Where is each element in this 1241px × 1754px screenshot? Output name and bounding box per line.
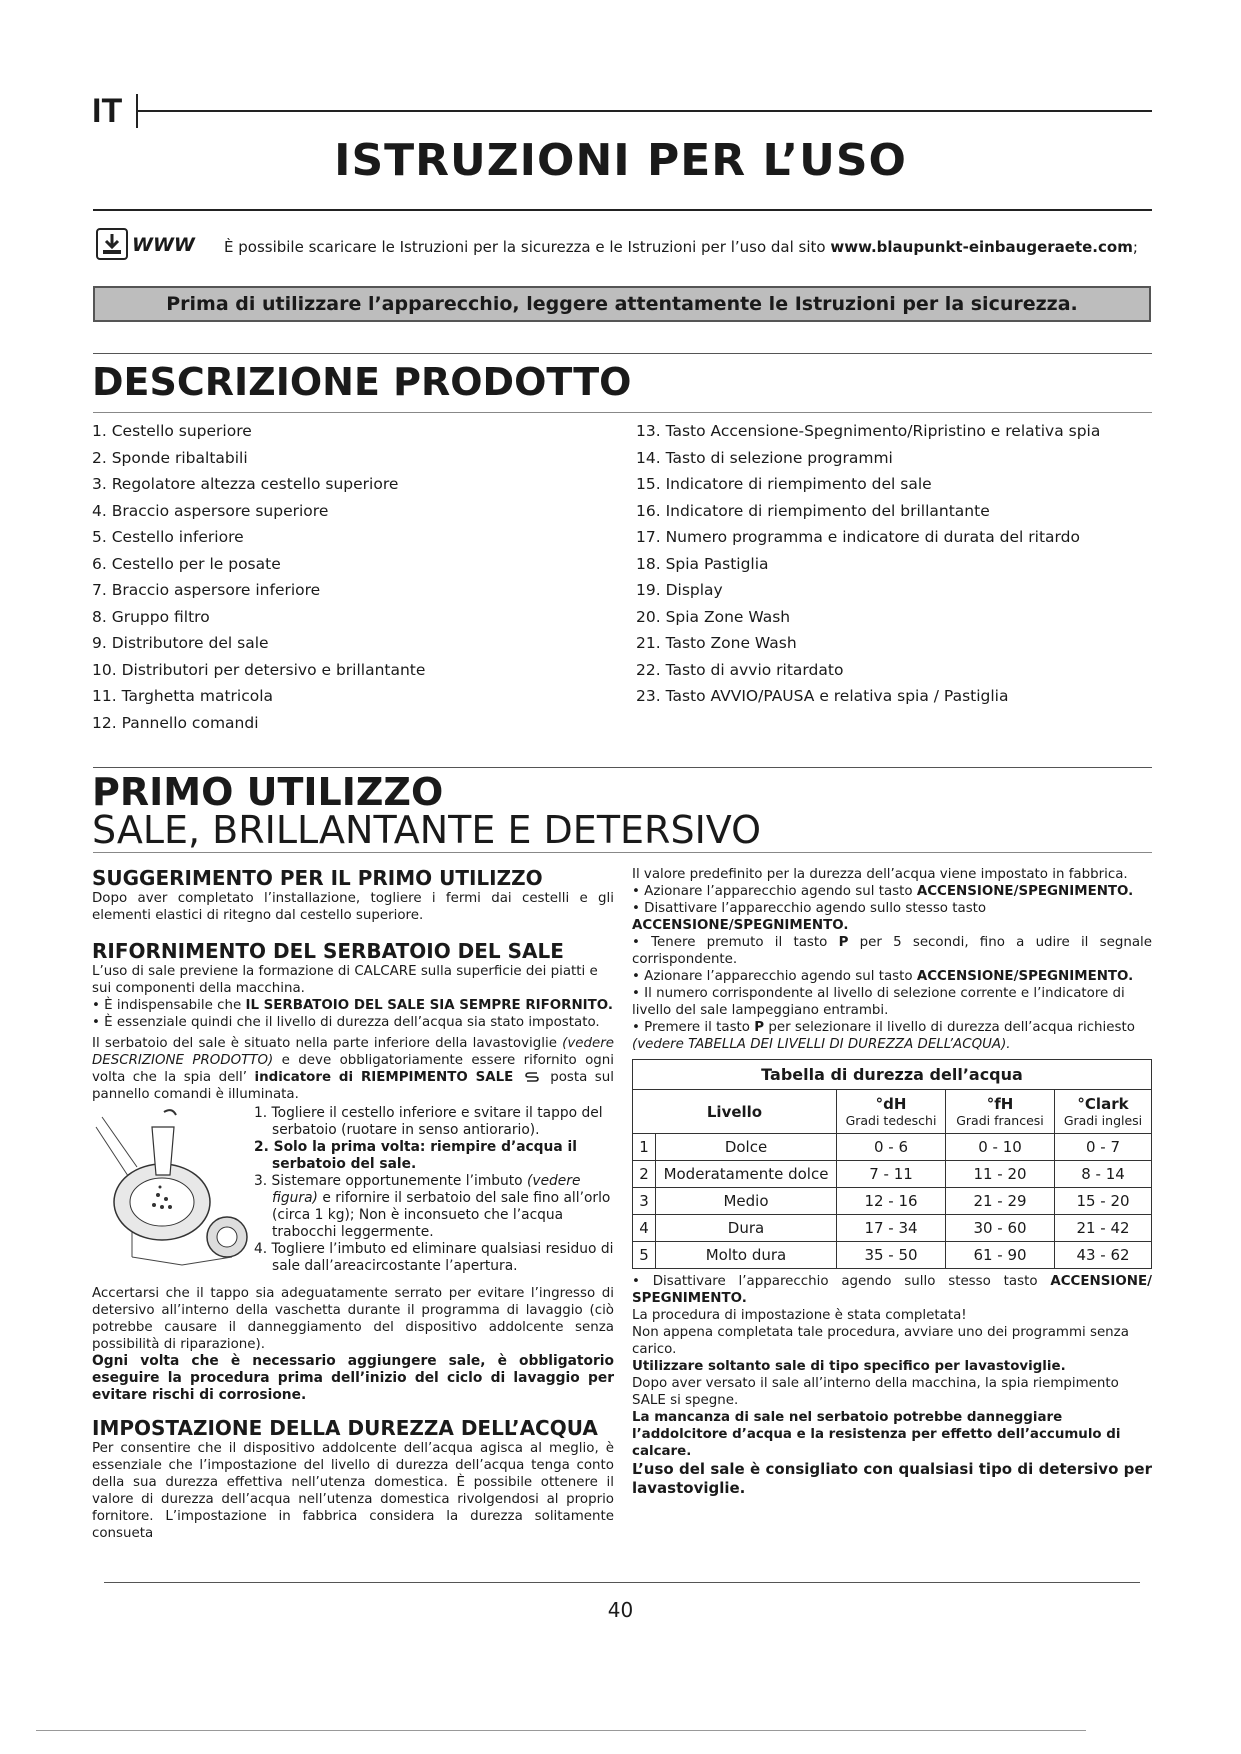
table-cell: 4 bbox=[633, 1215, 656, 1242]
page-number: 40 bbox=[607, 1598, 634, 1622]
table-cell: 11 - 20 bbox=[946, 1161, 1055, 1188]
table-row bbox=[633, 1161, 1152, 1188]
list-item: 5. Cestello inferiore bbox=[92, 528, 244, 546]
table-cell: 1 bbox=[633, 1134, 656, 1161]
tip-text: Dopo aver completato l’installazione, togliere i fermi dai cestelli e gli elementi elastici di ritegno dal cestello superiore. bbox=[92, 891, 614, 923]
first-use-subheading: SALE, BRILLANTANTE E DETERSIVO bbox=[92, 808, 762, 852]
table-cell: 43 - 62 bbox=[1055, 1242, 1152, 1269]
list-item: 4. Braccio aspersore superiore bbox=[92, 501, 329, 520]
funnel-illustration bbox=[92, 1107, 252, 1272]
salt-bullet-text: • È indispensabile che bbox=[92, 998, 246, 1013]
table-row bbox=[633, 1215, 1152, 1242]
list-item: 6. Cestello per le posate bbox=[92, 554, 281, 573]
procedure-text: • Azionare l’apparecchio agendo sul tasto bbox=[632, 884, 917, 899]
download-url[interactable]: www.blaupunkt-einbaugeraete.com bbox=[830, 238, 1133, 256]
table-cell: 0 - 6 bbox=[837, 1134, 946, 1161]
salt-location-text: e deve obbligatoriamente essere rifornito ogni volta che la spia dell’ bbox=[92, 1053, 615, 1085]
tip-title: SUGGERIMENTO PER IL PRIMO UTILIZZO bbox=[92, 866, 543, 890]
salt-type-note: Utilizzare soltanto sale di tipo specifico per lavastoviglie. bbox=[632, 1359, 1066, 1374]
table-header bbox=[837, 1090, 946, 1134]
salt-steps-block bbox=[92, 1105, 614, 1285]
step-item: 2. Solo la prima volta: riempire d’acqua il serbatoio del sale. bbox=[254, 1139, 577, 1172]
list-item: 11. Targhetta matricola bbox=[92, 687, 274, 705]
product-rule bbox=[93, 412, 1152, 413]
step-ref: (vedere figura) bbox=[272, 1173, 581, 1206]
list-item: 1. Cestello superiore bbox=[92, 422, 252, 440]
salt-indicator-label: indicatore di RIEMPIMENTO SALE bbox=[254, 1070, 514, 1085]
procedure-key: P bbox=[754, 1020, 765, 1035]
salt-warning: Accertarsi che il tappo sia adeguatamente serrato per evitare l’ingresso di detersivo all’interno della vaschetta durante il programma di lavaggio (ciò potrebbe causare il danneggiamento del dispositivo addolcente senza possibilità di riparazione). bbox=[92, 1286, 614, 1352]
salt-location-ref: (vedere DESCRIZIONE PRODOTTO) bbox=[92, 1036, 614, 1068]
salt-bullet bbox=[92, 997, 614, 1014]
hardness-text: Per consentire che il dispositivo addolcente dell’acqua agisca al meglio, è essenziale che l’impostazione del livello di durezza dell’acqua tenga conto della sua durezza effettiva nell’utenza domestica. È possibile ottenere il valore di durezza dell’acqua nell’utenza domestica rivolgendosi al proprio fornitore. L’impostazione in fabbrica considera la durezza solitamente consueta bbox=[92, 1441, 614, 1541]
step-item bbox=[254, 1173, 614, 1241]
table-cell: 3 bbox=[633, 1188, 656, 1215]
safety-banner: Prima di utilizzare l’apparecchio, leggere attentamente le Istruzioni per la sicurezza. bbox=[93, 286, 1151, 322]
download-note bbox=[224, 238, 1138, 256]
list-item: 20. Spia Zone Wash bbox=[636, 607, 791, 626]
salt-bullet: • È essenziale quindi che il livello di durezza dell’acqua sia stato impostato. bbox=[92, 1015, 600, 1030]
list-item: 19. Display bbox=[636, 581, 723, 599]
product-heading: DESCRIZIONE PRODOTTO bbox=[92, 360, 632, 404]
salt-important: Ogni volta che è necessario aggiungere sale, è obbligatorio eseguire la procedura prima dell’inizio del ciclo di lavaggio per evitare rischi di corrosione. bbox=[92, 1353, 614, 1403]
procedure-key: P bbox=[838, 935, 849, 950]
salt-location-text: Il serbatoio del sale è situato nella parte inferiore della lavastoviglie bbox=[92, 1036, 563, 1051]
list-item: 14. Tasto di selezione programmi bbox=[636, 448, 893, 467]
language-tag: IT bbox=[92, 92, 123, 130]
table-cell: 15 - 20 bbox=[1055, 1188, 1152, 1215]
first-use-rule bbox=[93, 852, 1152, 853]
table-cell: Medio bbox=[656, 1188, 837, 1215]
procedure-text: per 5 secondi, fino a udire il segnale corrispondente. bbox=[632, 935, 1152, 967]
salt-steps bbox=[254, 1105, 614, 1275]
table-header bbox=[946, 1090, 1055, 1134]
hardness-default: Il valore predefinito per la durezza dell’acqua viene impostato in fabbrica. bbox=[632, 867, 1128, 882]
table-cell: 7 - 11 bbox=[837, 1161, 946, 1188]
salt-location bbox=[92, 1035, 614, 1103]
list-item: 21. Tasto Zone Wash bbox=[636, 634, 797, 652]
table-row bbox=[633, 1242, 1152, 1269]
table-cell: 35 - 50 bbox=[837, 1242, 946, 1269]
table-header: Livello bbox=[633, 1090, 837, 1134]
download-note-text: È possibile scaricare le Istruzioni per la sicurezza e le Istruzioni per l’uso dal sito bbox=[224, 238, 831, 256]
table-title: Tabella di durezza dell’acqua bbox=[633, 1060, 1152, 1090]
procedure-note: Non appena completata tale procedura, avviare uno dei programmi senza carico. bbox=[632, 1325, 1129, 1357]
first-use-heading: PRIMO UTILIZZO bbox=[92, 770, 444, 814]
procedure-text: • Tenere premuto il tasto bbox=[632, 935, 839, 950]
procedure-step bbox=[632, 883, 1152, 900]
www-label: WWW bbox=[132, 234, 195, 256]
table-cell: 12 - 16 bbox=[837, 1188, 946, 1215]
table-header bbox=[1055, 1090, 1152, 1134]
step-text: 3. Sistemare opportunemente l’imbuto bbox=[254, 1173, 528, 1189]
list-item: 9. Distributore del sale bbox=[92, 634, 269, 652]
table-cell: 30 - 60 bbox=[946, 1215, 1055, 1242]
procedure-ref: (vedere TABELLA DEI LIVELLI DI DUREZZA DELL’ACQUA). bbox=[632, 1037, 1011, 1052]
procedure-key: ACCENSIONE/SPEGNIMENTO. bbox=[916, 969, 1134, 984]
list-item: 7. Braccio aspersore inferiore bbox=[92, 581, 321, 599]
table-cell: 5 bbox=[633, 1242, 656, 1269]
procedure-text: • Premere il tasto bbox=[632, 1020, 755, 1035]
procedure-step: • Il numero corrispondente al livello di selezione corrente e l’indicatore di livello del sale lampeggiano entrambi. bbox=[632, 986, 1125, 1018]
title-rule bbox=[93, 209, 1152, 211]
product-list-right bbox=[636, 418, 1152, 710]
header-unit: °Clark bbox=[1077, 1095, 1129, 1113]
table-row bbox=[633, 1188, 1152, 1215]
hardness-table bbox=[632, 1059, 1152, 1269]
table-cell: 0 - 10 bbox=[946, 1134, 1055, 1161]
table-cell: 0 - 7 bbox=[1055, 1134, 1152, 1161]
table-cell: 21 - 42 bbox=[1055, 1215, 1152, 1242]
table-cell: Molto dura bbox=[656, 1242, 837, 1269]
table-cell: 17 - 34 bbox=[837, 1215, 946, 1242]
procedure-text: • Disattivare l’apparecchio agendo sullo stesso tasto bbox=[632, 1274, 1051, 1289]
list-item: 10. Distributori per detersivo e brillantante bbox=[92, 660, 426, 679]
salt-bullet-bold: IL SERBATOIO DEL SALE SIA SEMPRE RIFORNITO. bbox=[245, 998, 613, 1013]
list-item: 2. Sponde ribaltabili bbox=[92, 448, 248, 467]
hardness-title: IMPOSTAZIONE DELLA DUREZZA DELL’ACQUA bbox=[92, 1416, 598, 1440]
step-item: 4. Togliere l’imbuto ed eliminare qualsiasi residuo di sale dall’areacircostante l’apertura. bbox=[254, 1241, 614, 1274]
table-cell: Moderatamente dolce bbox=[656, 1161, 837, 1188]
table-cell: Dura bbox=[656, 1215, 837, 1242]
step-item: 1. Togliere il cestello inferiore e svitare il tappo del serbatoio (ruotare in senso antiorario). bbox=[254, 1105, 603, 1138]
list-item: 13. Tasto Accensione-Spegnimento/Ripristino e relativa spia bbox=[636, 422, 1101, 440]
table-row bbox=[633, 1134, 1152, 1161]
procedure-step bbox=[632, 1019, 1152, 1053]
download-note-suffix: ; bbox=[1132, 238, 1138, 256]
list-item: 12. Pannello comandi bbox=[92, 713, 259, 732]
salt-light-note: Dopo aver versato il sale all’interno della macchina, la spia riempimento SALE si spegne. bbox=[632, 1376, 1119, 1408]
section-rule bbox=[93, 353, 1152, 354]
procedure-complete: La procedura di impostazione è stata completata! bbox=[632, 1308, 967, 1323]
right-column bbox=[632, 866, 1152, 1498]
procedure-step bbox=[632, 968, 1152, 985]
list-item: 8. Gruppo filtro bbox=[92, 607, 210, 626]
salt-intro: L’uso di sale previene la formazione di CALCARE sulla superficie dei piatti e sui componenti della macchina. bbox=[92, 964, 598, 996]
procedure-step bbox=[632, 1273, 1152, 1307]
table-cell: 21 - 29 bbox=[946, 1188, 1055, 1215]
header-sub: Gradi francesi bbox=[956, 1113, 1044, 1128]
table-cell: Dolce bbox=[656, 1134, 837, 1161]
procedure-step bbox=[632, 900, 1152, 934]
procedure-step bbox=[632, 934, 1152, 968]
table-cell: 61 - 90 bbox=[946, 1242, 1055, 1269]
list-item: 3. Regolatore altezza cestello superiore bbox=[92, 475, 399, 493]
procedure-text: • Azionare l’apparecchio agendo sul tasto bbox=[632, 969, 917, 984]
list-item: 16. Indicatore di riempimento del brillantante bbox=[636, 501, 990, 520]
list-item: 22. Tasto di avvio ritardato bbox=[636, 660, 844, 679]
list-item: 23. Tasto AVVIO/PAUSA e relativa spia / Pastiglia bbox=[636, 687, 1009, 705]
page-edge-rule bbox=[36, 1730, 1086, 1731]
list-item: 18. Spia Pastiglia bbox=[636, 554, 769, 573]
procedure-key: ACCENSIONE/ SPEGNIMENTO. bbox=[632, 1274, 1152, 1306]
header-rule bbox=[138, 110, 1152, 112]
salt-recommendation: L’uso del sale è consigliato con qualsiasi tipo di detersivo per lavastoviglie. bbox=[632, 1460, 1152, 1497]
list-item: 17. Numero programma e indicatore di durata del ritardo bbox=[636, 528, 1080, 546]
left-column bbox=[92, 866, 614, 1542]
procedure-key: ACCENSIONE/SPEGNIMENTO. bbox=[632, 918, 849, 933]
step-text: e rifornire il serbatoio del sale fino all’orlo (circa 1 kg); Non è inconsueto che l’acqua trabocchi leggermente. bbox=[272, 1190, 611, 1240]
procedure-key: ACCENSIONE/SPEGNIMENTO. bbox=[916, 884, 1134, 899]
header-sub: Gradi tedeschi bbox=[845, 1113, 937, 1128]
salt-indicator-icon bbox=[525, 1071, 539, 1083]
footer-rule bbox=[104, 1582, 1140, 1583]
header-sub: Gradi inglesi bbox=[1063, 1113, 1143, 1128]
header-unit: °dH bbox=[875, 1095, 907, 1113]
salt-title: RIFORNIMENTO DEL SERBATOIO DEL SALE bbox=[92, 939, 564, 963]
salt-missing-warning: La mancanza di sale nel serbatoio potrebbe danneggiare l’addolcitore d’acqua e la resistenza per effetto dell’accumulo di calcare. bbox=[632, 1410, 1121, 1459]
product-list-left bbox=[92, 418, 612, 736]
page-title: ISTRUZIONI PER L’USO bbox=[334, 135, 907, 186]
table-cell: 2 bbox=[633, 1161, 656, 1188]
procedure-text: • Disattivare l’apparecchio agendo sullo stesso tasto bbox=[632, 901, 987, 916]
procedure-text: per selezionare il livello di durezza dell’acqua richiesto bbox=[764, 1020, 1135, 1035]
table-cell: 8 - 14 bbox=[1055, 1161, 1152, 1188]
section-rule bbox=[93, 767, 1152, 768]
salt-location-text: posta sul pannello comandi è illuminata. bbox=[92, 1070, 614, 1102]
list-item: 15. Indicatore di riempimento del sale bbox=[636, 475, 932, 493]
header-unit: °fH bbox=[986, 1095, 1014, 1113]
download-icon bbox=[96, 228, 128, 260]
